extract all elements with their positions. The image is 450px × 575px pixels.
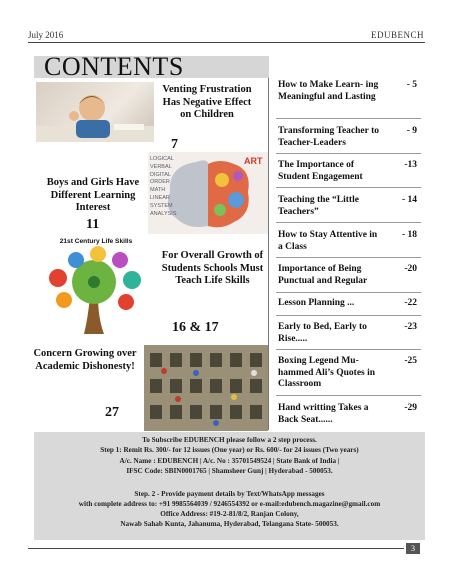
header-rule (28, 42, 425, 43)
building-illustration (144, 345, 268, 431)
brain-word: ORDER (150, 179, 170, 186)
toc-item-page: - 5 (406, 80, 417, 90)
toc-item-title[interactable]: Lesson Planning ... (278, 298, 355, 308)
toc-item-page: -29 (404, 403, 417, 413)
toc-item-page: -25 (404, 356, 417, 366)
toc-item-page: - 9 (406, 126, 417, 136)
subscription-step2: Step. 2 - Provide payment details by Text/WhatsApp messages (134, 490, 325, 498)
toc-item-title[interactable]: Boxing Legend Mu- hammed Ali’s Quotes in Classroom (278, 356, 376, 389)
feature-boys-girls-page: 11 (86, 217, 100, 232)
brain-word: LOGICAL (150, 156, 174, 162)
toc-item-title[interactable]: How to Stay Attentive in a Class (278, 230, 378, 252)
subscription-ifsc: IFSC Code: SBIN0001765 | Shamsheer Gunj | Hyderabad - 500053. (126, 467, 333, 475)
child-photo (36, 82, 154, 142)
brain-word: SYSTEM (150, 202, 173, 209)
subscription-address: Nawab Sahab Kunta, Jahanuma, Hyderabad, Telangana State- 500053. (120, 520, 339, 528)
toc-separator (276, 222, 421, 223)
toc-separator (276, 118, 421, 119)
toc-item-title[interactable]: Importance of Being Punctual and Regular (278, 264, 368, 286)
brain-art-letters: ART (244, 156, 263, 166)
toc-item-title[interactable]: Teaching the “Little Teachers” (278, 195, 359, 217)
brain-word: DIGITAL (150, 171, 171, 178)
toc-item-title[interactable]: How to Make Learn- ing Meaningful and Lasting (278, 80, 379, 102)
footer-rule (28, 548, 404, 549)
subscription-office: Office Address: #19-2-81/8/2, Ranjan Colony, (160, 510, 299, 518)
contents-title: CONTENTS (44, 52, 184, 81)
toc-item-page: -20 (404, 264, 417, 274)
brain-word: ANALYSIS (150, 210, 177, 217)
subscription-contact[interactable]: with complete address to: +91 9985564039 / 9246554392 or e-mail:edubench.magazine@gmail.com (78, 500, 381, 508)
toc-separator (276, 395, 421, 396)
tree-illustration (36, 238, 152, 338)
toc-separator (276, 153, 421, 154)
exam-building-photo (144, 345, 268, 431)
tree-image-caption: 21st Century Life Skills (59, 238, 133, 245)
subscription-account: A/c. Name : EDUBENCH | A/c. No : 35701549524 | State Bank of India | (119, 457, 340, 465)
life-skills-tree-image (36, 238, 152, 338)
toc-separator (276, 315, 421, 316)
child-illustration (36, 82, 154, 142)
toc-item-title[interactable]: Transforming Teacher to Teacher-Leaders (278, 126, 379, 148)
subscription-intro: To Subscribe EDUBENCH please follow a 2 step process. (142, 436, 317, 444)
brain-word: MATH (150, 187, 166, 194)
brain-image (148, 152, 268, 234)
feature-venting-title[interactable]: Venting Frustration Has Negative Effect on Children (162, 84, 252, 120)
toc-item-page: - 14 (401, 195, 417, 205)
feature-dishonesty-page: 27 (105, 405, 119, 420)
toc-item-title[interactable]: The Importance of Student Engagement (278, 160, 363, 182)
toc-separator (276, 257, 421, 258)
toc-separator (276, 292, 421, 293)
toc-item-page: -13 (404, 160, 417, 170)
toc-separator (276, 349, 421, 350)
toc-item-page: -22 (404, 298, 417, 308)
feature-dishonesty-title[interactable]: Concern Growing over Academic Dishonesty! (33, 348, 137, 372)
feature-venting-page: 7 (171, 137, 178, 152)
feature-life-skills-page: 16 & 17 (172, 320, 219, 335)
issue-date: July 2016 (28, 30, 64, 40)
page-number: 3 (406, 543, 420, 554)
brain-word: VERBAL (150, 163, 172, 170)
toc-item-title[interactable]: Early to Bed, Early to Rise..... (278, 322, 367, 344)
subscription-step1: Step 1: Remit Rs. 300/- for 12 issues (One year) or Rs. 600/- for 24 issues (Two years) (100, 446, 359, 454)
feature-life-skills-title[interactable]: For Overall Growth of Students Schools Must Teach Life Skills (161, 250, 264, 286)
toc-item-page: -23 (404, 322, 417, 332)
feature-boys-girls-title[interactable]: Boys and Girls Have Different Learning Interest (46, 177, 140, 213)
magazine-brand: EDUBENCH (371, 30, 424, 40)
toc-separator (276, 187, 421, 188)
toc-item-title[interactable]: Hand writting Takes a Back Seat...... (278, 403, 369, 425)
brain-word: LINEAR (150, 194, 170, 201)
toc-item-page: - 18 (401, 230, 417, 240)
toc-divider (268, 78, 269, 430)
